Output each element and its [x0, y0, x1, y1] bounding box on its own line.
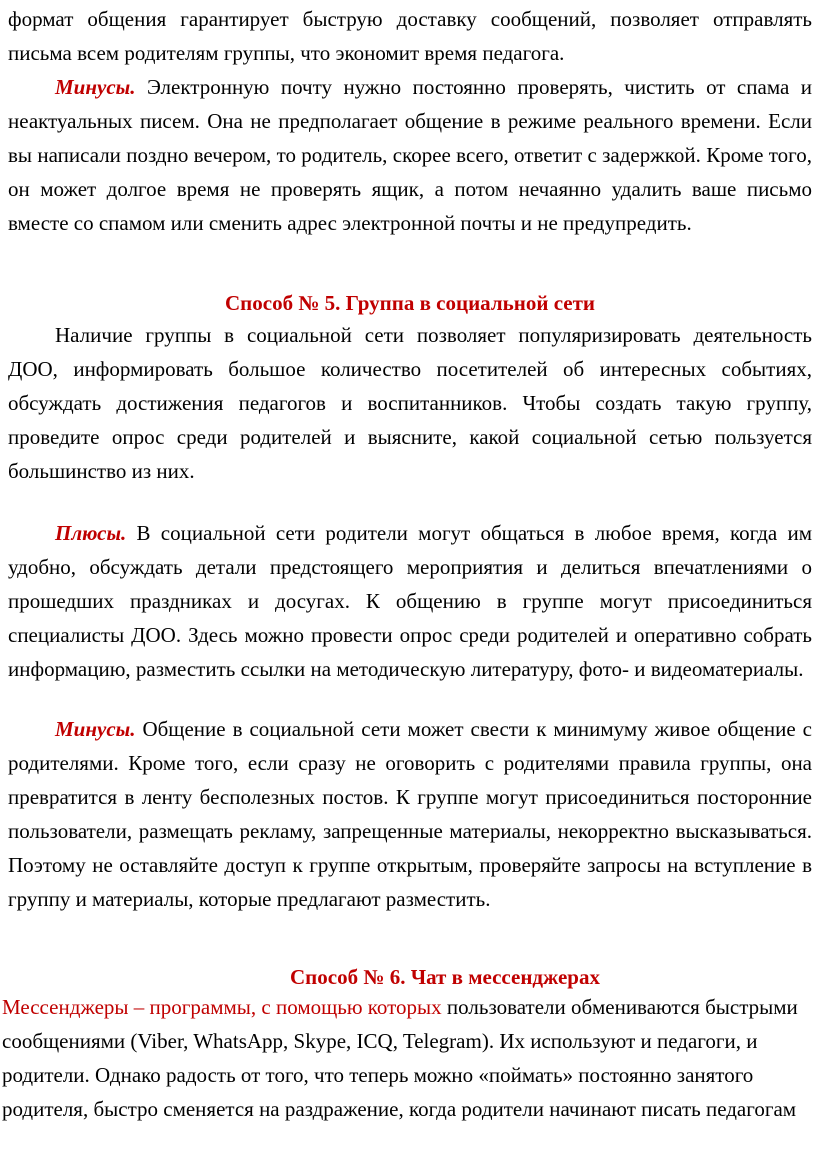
cons-label: Минусы.	[55, 75, 136, 99]
paragraph-social-group: Наличие группы в социальной сети позволяет популяризировать деятельность ДОО, информировать большое количество посетителей об интересных событиях, обсуждать достижения педагогов и воспитанников. Чтобы создать такую группу, проведите опрос среди родителей и выясните, какой социальной сетью пользуется большинство из них.	[8, 323, 812, 483]
social-cons-label: Минусы.	[55, 717, 136, 741]
section-heading-5: Способ № 5. Группа в социальной сети	[224, 291, 596, 315]
paragraph-social-cons	[8, 712, 812, 916]
cons-text: Электронную почту нужно постоянно проверять, чистить от спама и неактуальных писем. Она не предполагает общение в режиме реального времени. Если вы написали поздно вечером, то родитель, скорее всего, ответит с задержкой. Кроме того, он может долгое время не проверять ящик, а потом нечаянно удалить ваше письмо вместе со спамом или сменить адрес электронной почты и не предупредить.	[8, 75, 812, 235]
pros-label: Плюсы.	[55, 521, 127, 545]
paragraph-social-pros	[8, 516, 812, 686]
section-heading-6: Способ № 6. Чат в мессенджерах	[290, 965, 600, 989]
paragraph-email-cons	[8, 70, 812, 240]
social-cons-text: Общение в социальной сети может свести к минимуму живое общение с родителями. Кроме того, если сразу не оговорить с родителями правила группы, она превратится в ленту бесполезных постов. К группе могут присоединиться посторонние пользователи, размещать рекламу, запрещенные материалы, некорректно высказываться. Поэтому не оставляйте доступ к группе открытым, проверяйте запросы на вступление в группу и материалы, которые предлагают разместить.	[8, 717, 812, 911]
messengers-text: пользователи обмениваются быстрыми сообщениями (Viber, WhatsApp, Skype, ICQ, Telegram). Их используют и педагоги, и родители. Однако радость от того, что теперь можно «поймать» постоянно занятого родителя, быстро сменяется на раздражение, когда родители начинают писать педагогам	[2, 995, 798, 1121]
paragraph-messengers	[2, 990, 808, 1126]
messengers-definition: Мессенджеры – программы, с помощью которых	[2, 995, 442, 1019]
pros-text: В социальной сети родители могут общаться в любое время, когда им удобно, обсуждать детали предстоящего мероприятия и делиться впечатлениями о прошедших праздниках и досугах. К общению в группе могут присоединиться специалисты ДОО. Здесь можно провести опрос среди родителей и оперативно собрать информацию, разместить ссылки на методическую литературу, фото- и видеоматериалы.	[8, 521, 812, 681]
paragraph-email-pros-end: формат общения гарантирует быструю доставку сообщений, позволяет отправлять письма всем родителям группы, что экономит время педагога.	[8, 7, 812, 65]
